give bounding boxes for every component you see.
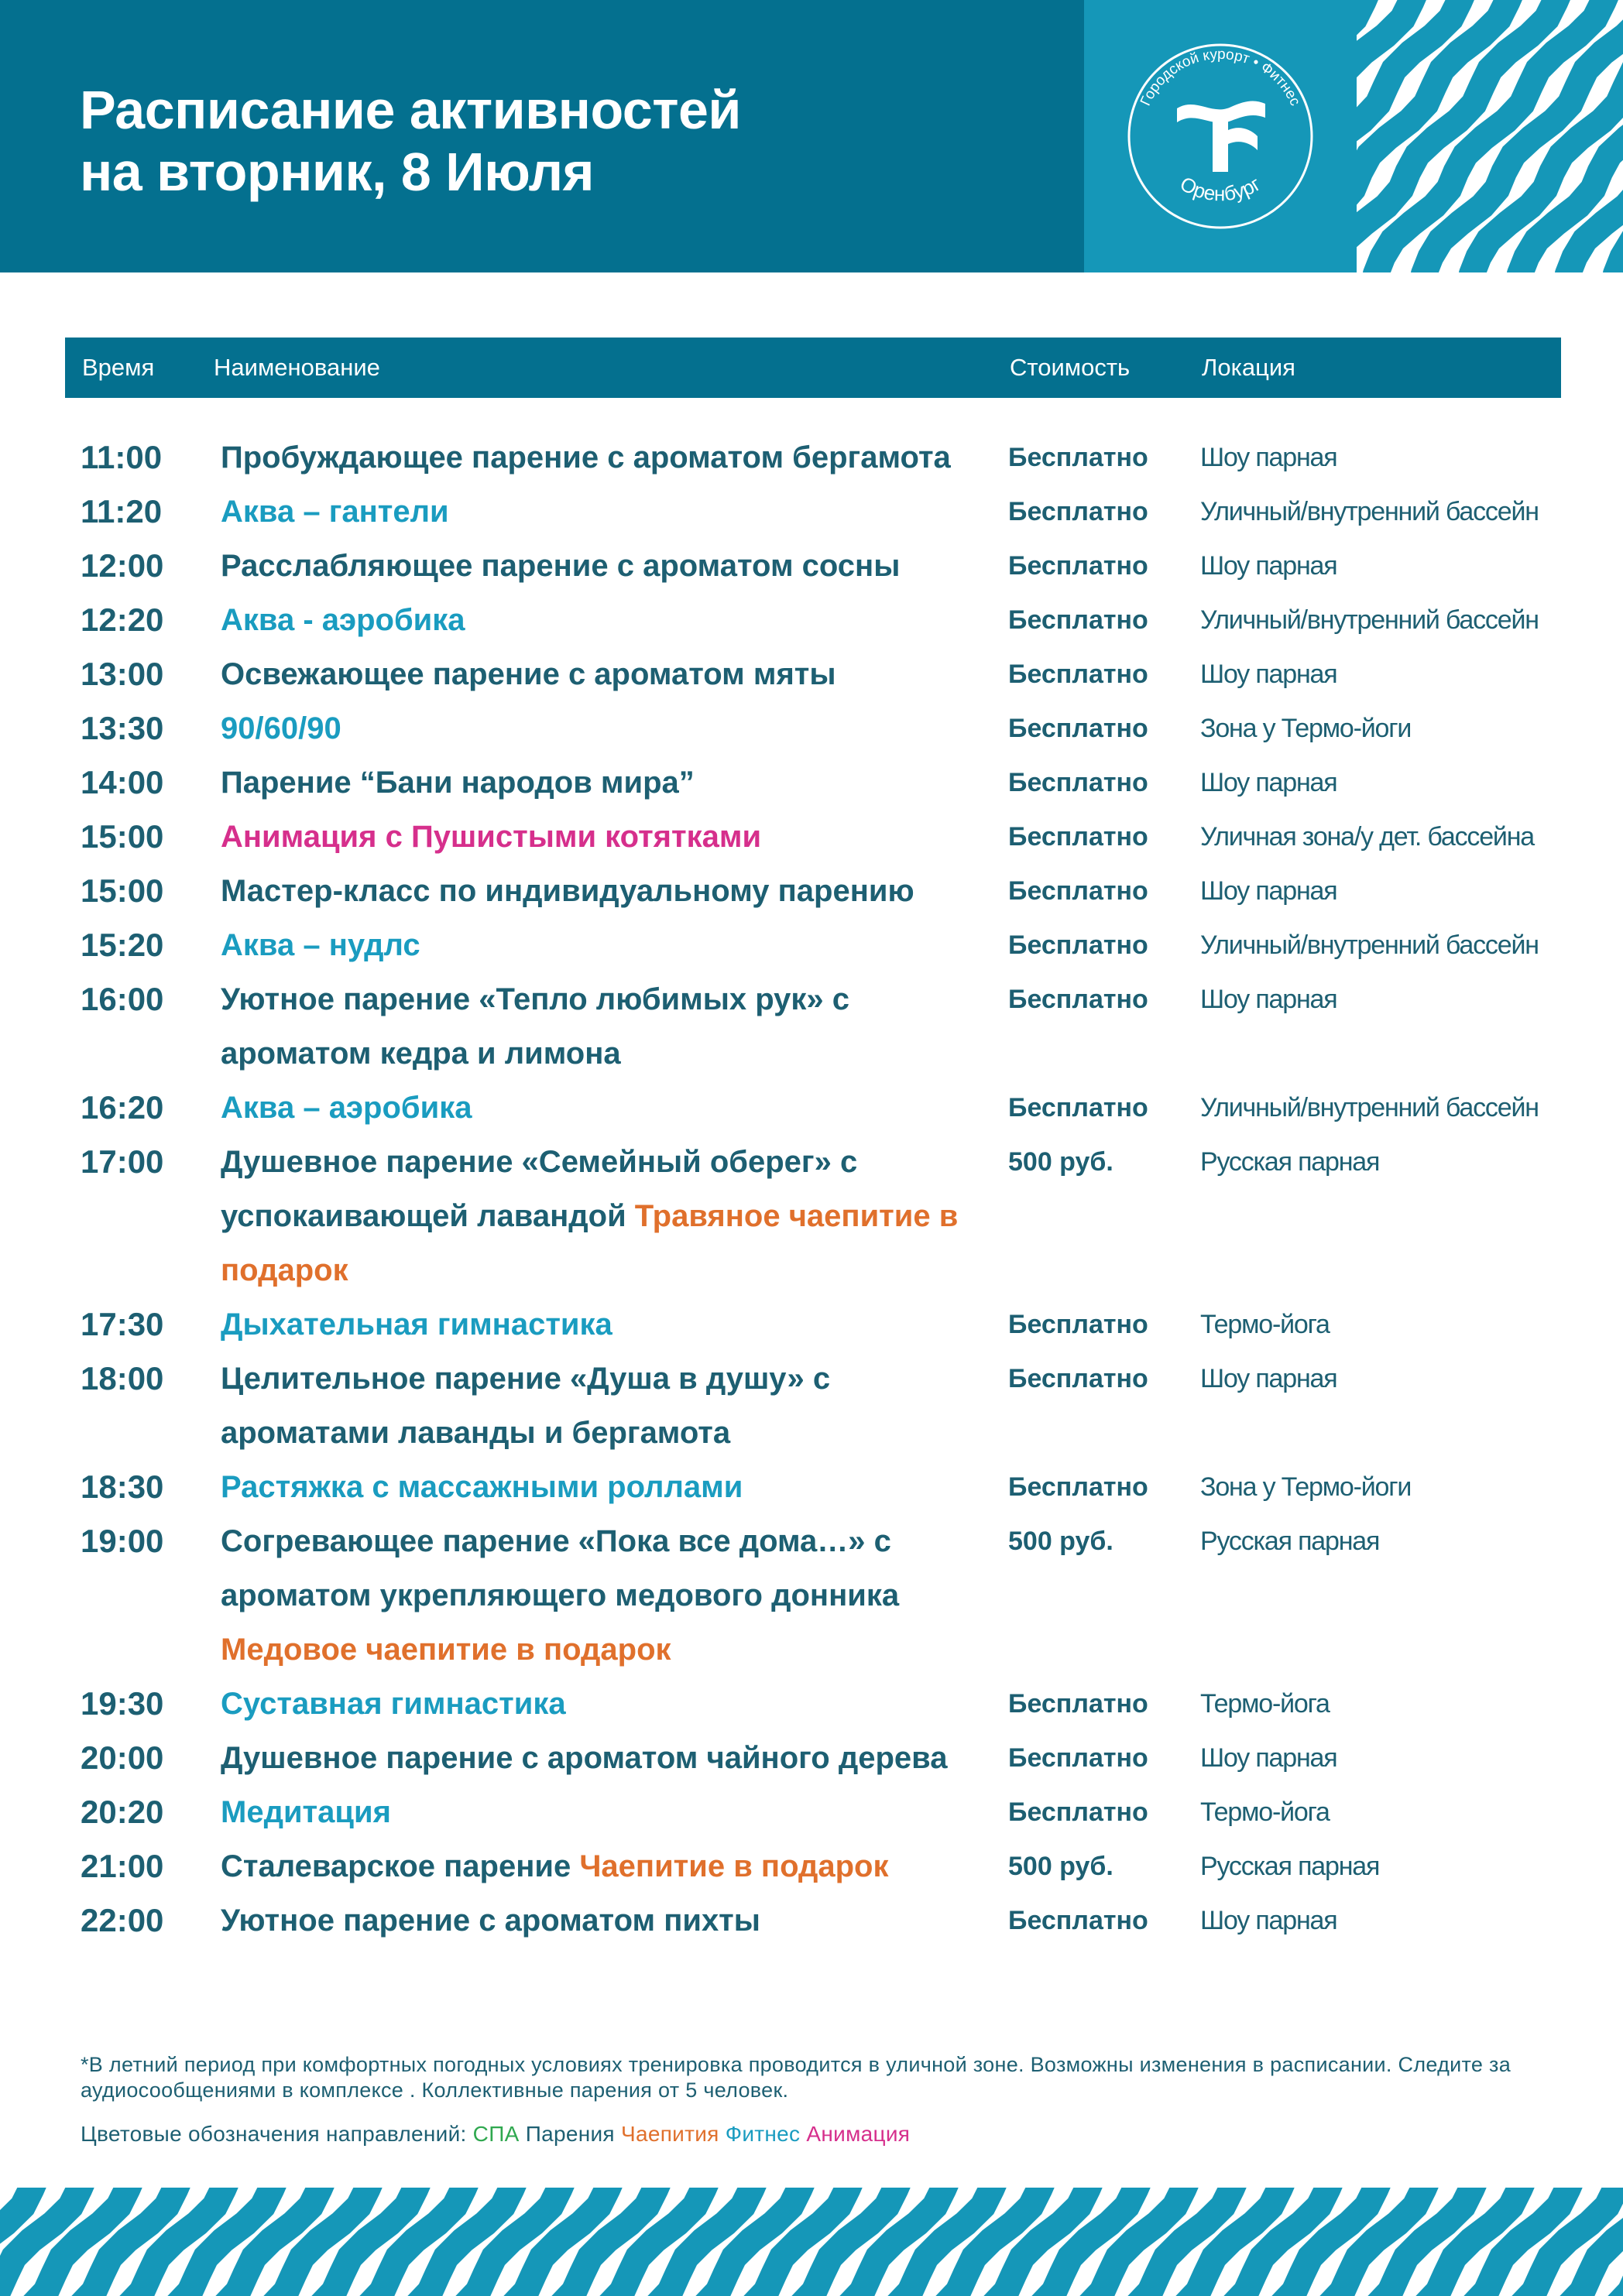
table-row: [0, 1297, 1623, 1352]
row-price: Бесплатно: [1008, 1906, 1148, 1935]
row-price: Бесплатно: [1008, 1743, 1148, 1773]
row-time: 18:00: [81, 1360, 164, 1396]
row-activity-name: [221, 1893, 995, 1948]
row-activity-name: [221, 1677, 995, 1731]
row-time: 15:00: [81, 872, 164, 909]
activity-name-part: Сталеварское парение: [221, 1849, 580, 1883]
activity-name-part: Пробуждающее парение с ароматом бергамота: [221, 440, 951, 475]
legend-animation: Анимация: [806, 2122, 911, 2146]
row-activity-name: [221, 1081, 995, 1135]
row-time: 15:00: [81, 818, 164, 855]
row-price: Бесплатно: [1008, 1093, 1148, 1122]
page-title: [80, 79, 1048, 203]
table-row: [0, 810, 1623, 864]
row-location: Русская парная: [1200, 1852, 1380, 1881]
table-row: [0, 1514, 1623, 1677]
row-time: 20:00: [81, 1739, 164, 1776]
row-price: Бесплатно: [1008, 605, 1148, 635]
row-price: Бесплатно: [1008, 822, 1148, 852]
row-location: Зона у Термо-йоги: [1200, 714, 1412, 743]
table-row: [0, 1677, 1623, 1731]
row-activity-name: [221, 972, 995, 1081]
row-time: 17:30: [81, 1306, 164, 1342]
row-price: Бесплатно: [1008, 1364, 1148, 1393]
table-row: [0, 539, 1623, 593]
activity-name-part: Уютное парение с ароматом пихты: [221, 1904, 760, 1938]
row-price: Бесплатно: [1008, 497, 1148, 526]
row-location: Термо-йога: [1200, 1689, 1330, 1719]
row-time: 13:00: [81, 656, 164, 692]
column-header-location: Локация: [1202, 354, 1295, 381]
table-row: [0, 1731, 1623, 1785]
row-location: Русская парная: [1200, 1147, 1380, 1177]
logo-emblem: [1084, 0, 1357, 272]
row-activity-name: [221, 701, 995, 756]
activity-name-part: Анимация с Пушистыми котятками: [221, 820, 762, 854]
column-header-price: Стоимость: [1010, 354, 1131, 381]
row-location: Русская парная: [1200, 1527, 1380, 1556]
row-price: Бесплатно: [1008, 1310, 1148, 1339]
row-time: 16:00: [81, 981, 164, 1017]
activity-name-part: Расслабляющее парение с ароматом сосны: [221, 549, 901, 583]
row-price: 500 руб.: [1008, 1852, 1113, 1881]
activity-name-part: Травяное чаепитие в подарок: [221, 1199, 959, 1287]
activity-name-part: Дыхательная гимнастика: [221, 1307, 612, 1342]
row-location: Шоу парная: [1200, 443, 1337, 472]
table-row: [0, 1352, 1623, 1460]
row-time: 16:20: [81, 1089, 164, 1126]
activity-name-part: 90/60/90: [221, 711, 341, 745]
row-location: Уличный/внутренний бассейн: [1200, 497, 1539, 526]
t-wave-logo-icon: [1177, 101, 1265, 172]
row-activity-name: [221, 864, 995, 918]
row-time: 19:00: [81, 1523, 164, 1559]
row-activity-name: [221, 1731, 995, 1785]
table-row: [0, 647, 1623, 701]
row-location: Шоу парная: [1200, 660, 1337, 689]
row-activity-name: [221, 918, 995, 972]
legend-spa: СПА: [472, 2122, 520, 2146]
table-row: [0, 1460, 1623, 1514]
row-price: Бесплатно: [1008, 876, 1148, 906]
row-time: 14:00: [81, 764, 164, 800]
row-price: Бесплатно: [1008, 1797, 1148, 1827]
activity-name-part: Суставная гимнастика: [221, 1687, 566, 1721]
activity-name-part: Душевное парение «Семейный оберег» с успокаивающей лавандой: [221, 1145, 858, 1233]
row-price: 500 руб.: [1008, 1527, 1113, 1556]
row-time: 12:00: [81, 547, 164, 584]
row-time: 18:30: [81, 1468, 164, 1505]
row-price: Бесплатно: [1008, 1689, 1148, 1719]
activity-name-part: Растяжка с массажными роллами: [221, 1470, 743, 1504]
logo-ring-text: Городской курорт • Фитнес: [1137, 46, 1304, 108]
activity-name-part: Целительное парение «Душа в душу» с ароматами лаванды и бергамота: [221, 1362, 831, 1450]
column-header-time: Время: [82, 354, 155, 381]
wave-pattern-top-graphic: [1357, 0, 1623, 272]
row-location: Уличный/внутренний бассейн: [1200, 1093, 1539, 1122]
activity-name-part: Медитация: [221, 1795, 391, 1829]
row-time: 11:00: [81, 439, 163, 475]
table-row: [0, 701, 1623, 756]
footnote: *В летний период при комфортных погодных условиях тренировка проводится в уличной зоне. Возможны изменения в расписании. Следите за аудиосообщениями в комплексе . Коллективные парения от 5 человек.: [81, 2053, 1511, 2102]
row-price: Бесплатно: [1008, 930, 1148, 960]
row-time: 17:00: [81, 1143, 164, 1180]
row-price: Бесплатно: [1008, 985, 1148, 1014]
row-time: 19:30: [81, 1685, 164, 1722]
row-price: Бесплатно: [1008, 768, 1148, 797]
row-time: 11:20: [81, 493, 163, 529]
logo-panel: [1084, 0, 1357, 272]
table-row: [0, 864, 1623, 918]
table-row: [0, 918, 1623, 972]
row-price: Бесплатно: [1008, 714, 1148, 743]
activity-name-part: Парение “Бани народов мира”: [221, 766, 695, 800]
row-time: 12:20: [81, 601, 164, 638]
row-location: Шоу парная: [1200, 1906, 1337, 1935]
legend-label: Цветовые обозначения направлений:: [81, 2122, 473, 2146]
row-time: 22:00: [81, 1902, 164, 1938]
row-location: Уличный/внутренний бассейн: [1200, 605, 1539, 635]
row-price: Бесплатно: [1008, 1472, 1148, 1502]
activity-name-part: Уютное парение «Тепло любимых рук» с ароматом кедра и лимона: [221, 982, 850, 1071]
table-row: [0, 1081, 1623, 1135]
activity-name-part: Освежающее парение с ароматом мяты: [221, 657, 836, 691]
table-row: [0, 485, 1623, 539]
row-location: Термо-йога: [1200, 1310, 1330, 1339]
row-activity-name: [221, 485, 995, 539]
legend-tea: Чаепития: [621, 2122, 719, 2146]
activity-name-part: Чаепитие в подарок: [579, 1849, 889, 1883]
row-price: 500 руб.: [1008, 1147, 1113, 1177]
row-activity-name: [221, 1839, 995, 1893]
row-activity-name: [221, 1460, 995, 1514]
row-activity-name: [221, 1785, 995, 1839]
row-time: 15:20: [81, 927, 164, 963]
row-activity-name: [221, 647, 995, 701]
table-row: [0, 1785, 1623, 1839]
table-row: [0, 430, 1623, 485]
activity-name-part: Мастер-класс по индивидуальному парению: [221, 874, 914, 908]
activity-name-part: Аква - аэробика: [221, 603, 465, 637]
row-location: Шоу парная: [1200, 1743, 1337, 1773]
schedule-table-body: [0, 430, 1623, 1948]
activity-name-part: Аква – нудлс: [221, 928, 420, 962]
row-location: Уличная зона/у дет. бассейна: [1200, 822, 1535, 852]
table-row: [0, 1135, 1623, 1297]
row-time: 21:00: [81, 1848, 164, 1884]
activity-name-part: Аква – аэробика: [221, 1091, 472, 1125]
table-row: [0, 1839, 1623, 1893]
activity-name-part: Аква – гантели: [221, 495, 449, 529]
table-header: [65, 338, 1561, 398]
row-price: Бесплатно: [1008, 443, 1148, 472]
activity-name-part: Душевное парение с ароматом чайного дерева: [221, 1741, 948, 1775]
table-row: [0, 756, 1623, 810]
row-activity-name: [221, 430, 995, 485]
wave-pattern-bottom-graphic: [0, 2188, 1623, 2296]
legend-steam: Парения: [525, 2122, 615, 2146]
row-activity-name: [221, 756, 995, 810]
color-legend: [81, 2121, 1552, 2147]
row-price: Бесплатно: [1008, 660, 1148, 689]
wave-pattern-bottom: [0, 2188, 1623, 2296]
row-location: Термо-йога: [1200, 1797, 1330, 1827]
row-location: Шоу парная: [1200, 768, 1337, 797]
row-activity-name: [221, 593, 995, 647]
row-location: Зона у Термо-йоги: [1200, 1472, 1412, 1502]
row-activity-name: [221, 810, 995, 864]
activity-name-part: Согревающее парение «Пока все дома…» с ароматом укрепляющего медового донника: [221, 1524, 900, 1612]
row-activity-name: [221, 1135, 995, 1297]
row-location: Шоу парная: [1200, 985, 1337, 1014]
activity-name-part: Медовое чаепитие в подарок: [221, 1633, 671, 1667]
row-time: 20:20: [81, 1794, 164, 1830]
title-line-1: Расписание активностей: [80, 80, 741, 140]
logo-city-text: Оренбург: [1175, 171, 1265, 206]
wave-pattern-top: [1357, 0, 1623, 272]
row-location: Уличный/внутренний бассейн: [1200, 930, 1539, 960]
row-time: 13:30: [81, 710, 164, 746]
table-row: [0, 972, 1623, 1081]
title-line-2: на вторник, 8 Июля: [80, 142, 594, 202]
row-activity-name: [221, 1297, 995, 1352]
row-activity-name: [221, 1514, 995, 1677]
row-location: Шоу парная: [1200, 551, 1337, 581]
legend-fitness: Фитнес: [725, 2122, 801, 2146]
column-header-name: Наименование: [214, 354, 380, 381]
row-location: Шоу парная: [1200, 1364, 1337, 1393]
row-location: Шоу парная: [1200, 876, 1337, 906]
table-row: [0, 1893, 1623, 1948]
table-row: [0, 593, 1623, 647]
row-activity-name: [221, 539, 995, 593]
row-activity-name: [221, 1352, 995, 1460]
row-price: Бесплатно: [1008, 551, 1148, 581]
